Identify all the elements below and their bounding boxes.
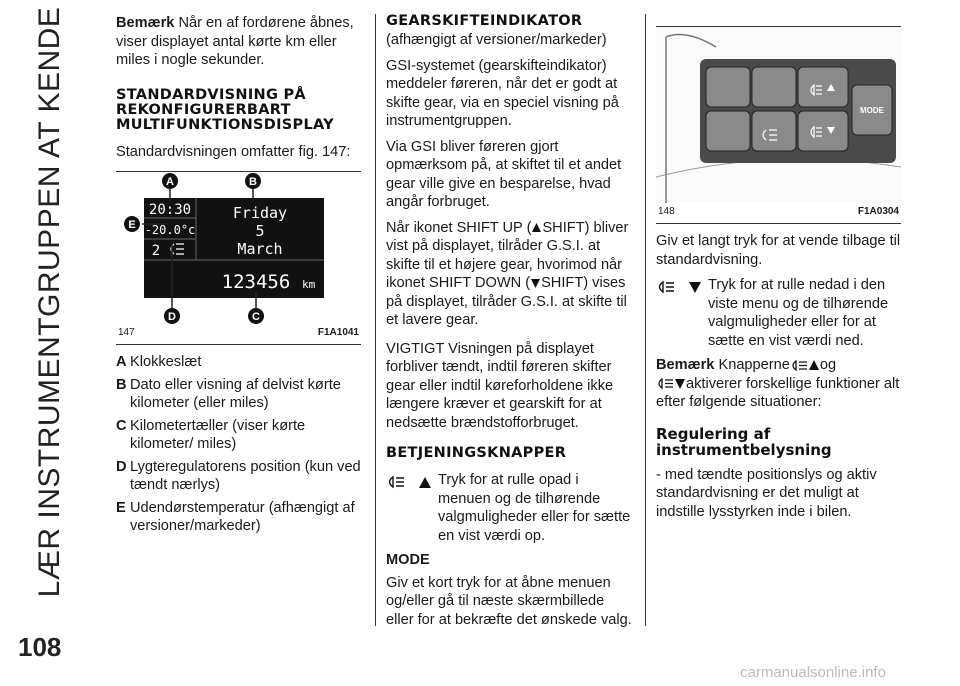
svg-text:A: A bbox=[166, 176, 174, 188]
display-date: 5 bbox=[255, 222, 265, 240]
button-description-up: Tryk for at rulle opad i menuen og de tilhørende valgmuligheder eller for sætte en vist værdi op. bbox=[386, 471, 634, 545]
column-2 bbox=[386, 14, 634, 636]
button-description-down: Tryk for at rulle nedad i den viste menu og de tilhørende valgmuligheder eller for at sætte en vist værdi ned. bbox=[656, 276, 906, 350]
section-heading: STANDARDVISNING PÅ REKONFIGURERBART MULTIFUNKTIONSDISPLAY bbox=[116, 86, 334, 133]
display-odometer-unit: km bbox=[302, 278, 316, 291]
svg-text:E: E bbox=[128, 219, 136, 231]
display-month: March bbox=[237, 240, 283, 258]
svg-text:B: B bbox=[249, 176, 257, 188]
figure-code: F1A1041 bbox=[317, 326, 359, 338]
important-note: VIGTIGT Visningen på displayet forbliver tændt, indtil føreren skifter gear eller indtil køreforholdene ikke længere kræver et gearskift for at nedsætte brændstofforbruget. bbox=[386, 340, 614, 431]
legend-list bbox=[116, 353, 366, 536]
display-day: Friday bbox=[232, 204, 288, 222]
display-temperature: -20.0°c bbox=[144, 223, 196, 237]
list-item: C Kilometertæller (viser kørte kilometer/ miles) bbox=[116, 417, 306, 452]
note: Bemærk Knapperne og aktiverer forskellige funktioner alt efter følgende situationer: bbox=[656, 357, 900, 410]
figure-number: 147 bbox=[118, 326, 135, 338]
display-illustration bbox=[116, 172, 361, 344]
section-heading: Regulering af instrumentbelysning bbox=[656, 424, 832, 459]
light-adjust-icon bbox=[790, 359, 808, 372]
paragraph: - med tændte positionslys og aktiv standardvisning er det muligt at indstille lysstyrken inde i bilen. bbox=[656, 466, 877, 520]
display-gear: 2 bbox=[151, 243, 161, 259]
triangle-up-icon bbox=[808, 359, 820, 371]
paragraph: Når ikonet SHIFT UP ( SHIFT) bliver vist på displayet, tilråder G.S.I. at skifte til et højere gear, hvorimod når ikonet SHIFT DOWN ( SHIFT) vises på displayet, tilråder G.S.I. at skifte til et lavere gear. bbox=[386, 219, 629, 328]
subheading: (afhængigt af versioner/markeder) bbox=[386, 32, 607, 48]
list-item: E Udendørstemperatur (afhængigt af versioner/markeder) bbox=[116, 499, 355, 534]
mode-button-label: MODE bbox=[860, 106, 884, 115]
list-item: A Klokkeslæt bbox=[116, 354, 202, 370]
figure-148 bbox=[656, 26, 901, 224]
figure-147 bbox=[116, 171, 361, 345]
svg-text:D: D bbox=[168, 311, 176, 323]
note: Bemærk Når en af fordørene åbnes, viser displayet antal kørte km eller miles i nogle sekunder. bbox=[116, 15, 354, 68]
section-heading: BETJENINGSKNAPPER bbox=[386, 445, 567, 461]
mode-label: MODE bbox=[386, 552, 430, 568]
figure-number: 148 bbox=[658, 205, 675, 217]
column-3 bbox=[656, 14, 906, 528]
column-divider bbox=[375, 14, 376, 626]
callout-c bbox=[248, 308, 264, 324]
column-1 bbox=[116, 14, 366, 542]
paragraph: Giv et kort tryk for at åbne menuen og/eller gå til næste skærmbillede eller for at bekræfte det ønskede valg. bbox=[386, 574, 632, 628]
callout-e bbox=[124, 216, 140, 232]
light-adjust-icon bbox=[386, 475, 406, 489]
side-title: LÆR INSTRUMENTGRUPPEN AT KENDE bbox=[33, 6, 66, 598]
list-item: B Dato eller visning af delvist kørte kilometer (eller miles) bbox=[116, 376, 341, 411]
callout-b bbox=[245, 173, 261, 189]
svg-text:C: C bbox=[252, 311, 260, 323]
callout-a bbox=[162, 173, 178, 189]
paragraph: GSI-systemet (gearskifteindikator) meddeler føreren, når det er godt at skifte gear, via en speciel visning på instrumentgruppen. bbox=[386, 57, 619, 129]
section-heading: GEARSKIFTEINDIKATOR bbox=[386, 13, 583, 29]
paragraph: Via GSI bliver føreren gjort opmærksom på, at skiftet til et andet gear ville give en besparelse, hvad angår forbruget. bbox=[386, 138, 622, 210]
watermark: carmanualsonline.info bbox=[740, 664, 886, 681]
callout-d bbox=[164, 308, 180, 324]
triangle-down-icon bbox=[688, 280, 702, 294]
light-adjust-icon bbox=[656, 377, 674, 390]
triangle-up-icon bbox=[531, 222, 542, 233]
figure-code: F1A0304 bbox=[857, 205, 899, 217]
control-buttons-illustration bbox=[656, 27, 901, 223]
column-divider bbox=[645, 14, 646, 626]
paragraph: Giv et langt tryk for at vende tilbage til standardvisning. bbox=[656, 233, 901, 268]
list-item: D Lygteregulatorens position (kun ved tændt nærlys) bbox=[116, 458, 361, 493]
display-time: 20:30 bbox=[148, 202, 192, 218]
light-adjust-icon bbox=[656, 280, 676, 294]
triangle-up-icon bbox=[418, 475, 432, 489]
triangle-down-icon bbox=[674, 378, 686, 390]
display-odometer: 123456 bbox=[221, 271, 291, 293]
intro-text: Standardvisningen omfatter fig. 147: bbox=[116, 143, 351, 160]
triangle-down-icon bbox=[530, 278, 541, 289]
page-number: 108 bbox=[18, 632, 62, 662]
